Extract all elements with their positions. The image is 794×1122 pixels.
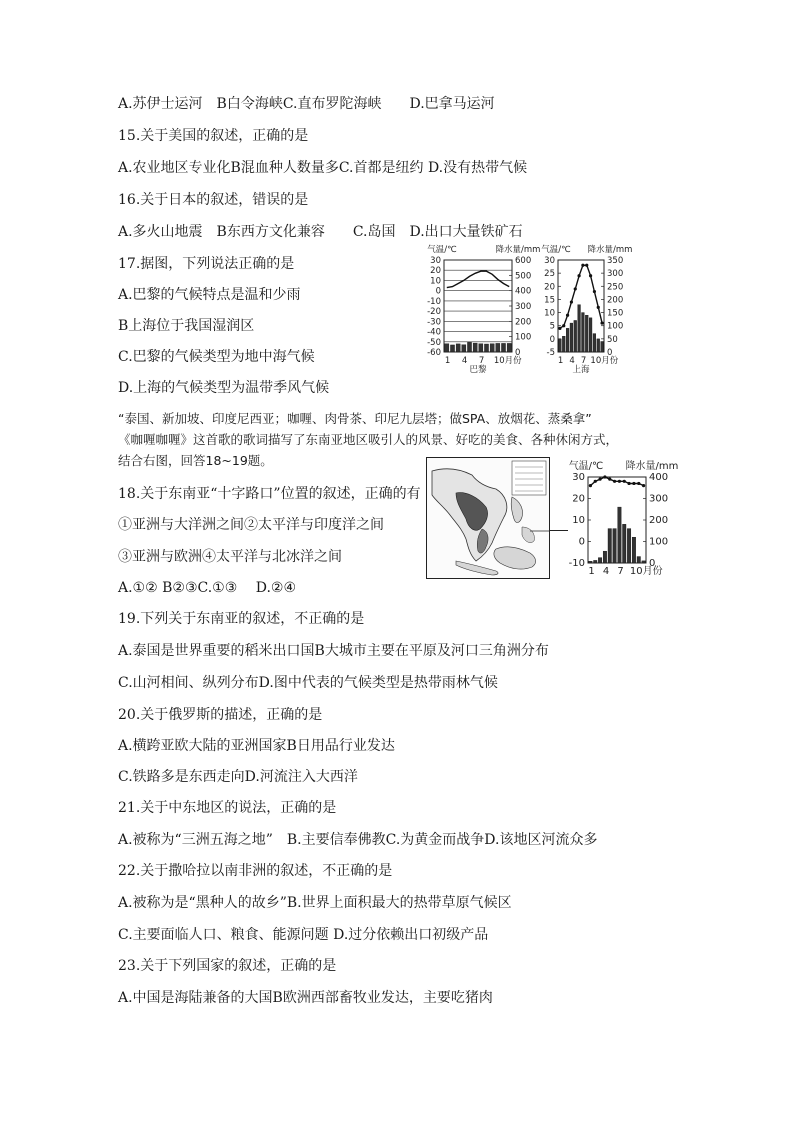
y-left-tick-label: 30 <box>572 472 585 483</box>
temperature-point <box>598 478 601 481</box>
y-right-axis-label: 降水量/mm <box>587 245 633 255</box>
y-left-tick-label: 0 <box>578 536 585 548</box>
y-right-tick-label: 50 <box>607 334 618 345</box>
precipitation-bar <box>570 323 573 352</box>
map-legend-box <box>512 461 546 495</box>
y-left-tick-label: -50 <box>427 337 441 348</box>
temperature-point <box>597 306 600 309</box>
x-tick-label: 10月份 <box>629 566 663 577</box>
y-left-tick-label: -10 <box>568 558 585 569</box>
y-left-axis-label: 气温/℃ <box>427 245 457 255</box>
y-right-tick-label: 0 <box>649 558 656 569</box>
precipitation-bar <box>578 305 581 352</box>
y-left-tick-label: -40 <box>427 327 441 338</box>
y-left-tick-label: 0 <box>435 286 441 297</box>
precipitation-bar <box>642 561 645 563</box>
y-right-tick-label: 0 <box>607 348 613 358</box>
q19-stem: 19.下列关于东南亚的叙述，不正确的是 <box>118 611 365 627</box>
y-left-tick-label: 15 <box>544 295 555 306</box>
q18-stem: 18.关于东南亚“十字路口”位置的叙述，正确的有 <box>118 486 421 502</box>
q20-options-ab: A.横跨亚欧大陆的亚洲国家B日用品行业发达 <box>118 738 395 754</box>
precipitation-bar <box>467 342 471 352</box>
q18-choices-1: ①亚洲与大洋洲之间②太平洋与印度洋之间 <box>118 517 384 533</box>
temperature-point <box>603 475 606 478</box>
q17-option-b: B上海位于我国湿润区 <box>118 318 255 334</box>
y-right-axis-label: 降水量/mm <box>625 461 679 472</box>
precipitation-bar <box>597 339 600 352</box>
precipitation-bar <box>582 313 585 352</box>
q22-options-ab: A.被称为是“黑种人的故乡”B.世界上面积最大的热带草原气候区 <box>118 895 512 911</box>
y-left-tick-label: 5 <box>549 321 555 332</box>
precipitation-bar <box>623 524 626 563</box>
chart-title: 上海 <box>572 365 590 375</box>
precipitation-bar <box>473 343 477 352</box>
q22-stem: 22.关于撒哈拉以南非洲的叙述，不正确的是 <box>118 863 393 879</box>
y-right-tick-label: 600 <box>515 256 532 266</box>
precipitation-bar <box>507 343 511 352</box>
shanghai-climate-chart <box>540 244 640 380</box>
x-tick-label: 4 <box>569 356 575 366</box>
q17-stem: 17.据图，下列说法正确的是 <box>118 256 295 272</box>
q17-option-c: C.巴黎的气候类型为地中海气候 <box>118 349 315 365</box>
precipitation-bar <box>562 336 565 352</box>
q21-stem: 21.关于中东地区的说法，正确的是 <box>118 800 337 816</box>
plot-frame <box>588 477 646 563</box>
precipitation-bar <box>479 344 483 352</box>
y-right-tick-label: 500 <box>515 271 532 282</box>
temperature-point <box>594 480 597 483</box>
temperature-point <box>562 324 565 327</box>
paris-climate-chart <box>420 244 544 380</box>
temperature-line <box>560 265 602 328</box>
temperature-line <box>590 477 643 486</box>
q23-options-ab: A.中国是海陆兼备的大国B欧洲西部畜牧业发达，主要吃猪肉 <box>118 990 493 1006</box>
y-right-tick-label: 400 <box>515 286 532 297</box>
y-right-tick-label: 200 <box>649 515 669 526</box>
lyric-line-3: 结合右图，回答18~19题。 <box>118 453 273 468</box>
x-tick-label: 1 <box>444 356 451 366</box>
y-left-tick-label: -5 <box>546 348 555 358</box>
precipitation-bar <box>632 537 635 563</box>
y-left-axis-label: 气温/℃ <box>568 461 604 472</box>
precipitation-bar <box>445 344 449 352</box>
y-right-tick-label: 300 <box>607 269 624 280</box>
x-tick-label: 1 <box>588 566 595 577</box>
q15-stem: 15.关于美国的叙述，正确的是 <box>118 128 309 144</box>
y-right-tick-label: 300 <box>515 302 532 312</box>
y-right-tick-label: 250 <box>607 282 624 293</box>
precipitation-bar <box>566 328 569 352</box>
sea-chart-svg <box>562 463 692 585</box>
temperature-point <box>581 264 584 267</box>
temperature-point <box>589 484 592 487</box>
lyric-line-1: “泰国、新加坡、印度尼西亚；咖喱、肉骨茶、印尼九层塔；做SPA、放烟花、蒸桑拿” <box>118 411 592 426</box>
q22-options-cd: C.主要面临人口、粮食、能源问题 D.过分依赖出口初级产品 <box>118 927 489 943</box>
temperature-point <box>642 484 645 487</box>
y-left-tick-label: 10 <box>572 515 585 526</box>
y-right-tick-label: 150 <box>607 308 624 319</box>
y-right-tick-label: 200 <box>607 295 624 306</box>
q17-option-d: D.上海的气候类型为温带季风气候 <box>118 380 330 396</box>
precipitation-bar <box>608 529 611 563</box>
y-left-tick-label: 30 <box>430 256 441 266</box>
chart-title: 巴黎 <box>469 365 487 375</box>
q20-options-cd: C.铁路多是东西走向D.河流注入大西洋 <box>118 769 358 785</box>
y-left-tick-label: 30 <box>544 256 555 266</box>
q19-options-cd: C.山河相间、纵列分布D.图中代表的气候类型是热带雨林气候 <box>118 675 498 691</box>
q18-options: A.①② B②③C.①③ D.②④ <box>118 580 296 596</box>
y-right-tick-label: 100 <box>515 332 532 343</box>
temperature-point <box>623 480 626 483</box>
temperature-point <box>570 300 573 303</box>
q23-stem: 23.关于下列国家的叙述，正确的是 <box>118 958 337 974</box>
x-tick-label: 4 <box>461 356 468 366</box>
plot-frame <box>444 260 512 352</box>
temperature-point <box>558 327 561 330</box>
temperature-point <box>574 287 577 290</box>
precipitation-bar <box>484 344 488 352</box>
q18-choices-2: ③亚洲与欧洲④太平洋与北冰洋之间 <box>118 549 342 565</box>
q14-options: A.苏伊士运河 B白令海峡C.直布罗陀海峡 D.巴拿马运河 <box>118 96 495 112</box>
temperature-point <box>618 480 621 483</box>
y-left-axis-label: 气温/℃ <box>541 245 571 255</box>
y-left-tick-label: 20 <box>572 493 585 505</box>
precipitation-bar <box>559 339 562 352</box>
q20-stem: 20.关于俄罗斯的描述，正确的是 <box>118 707 323 723</box>
q15-options: A.农业地区专业化B混血种人数量多C.首都是纽约 D.没有热带气候 <box>118 160 528 176</box>
paris-chart-svg <box>420 244 544 380</box>
x-tick-label: 7 <box>478 356 485 366</box>
x-tick-label: 4 <box>602 566 610 577</box>
y-left-tick-label: 10 <box>544 308 555 319</box>
precipitation-bar <box>589 318 592 352</box>
precipitation-bar <box>574 320 577 352</box>
southeast-asia-climate-chart <box>562 463 692 585</box>
y-right-tick-label: 300 <box>649 493 669 505</box>
x-tick-label: 10月份 <box>493 356 522 366</box>
temperature-point <box>627 482 630 485</box>
precipitation-bar <box>618 507 621 563</box>
temperature-point <box>593 290 596 293</box>
precipitation-bar <box>462 345 466 352</box>
precipitation-bar <box>601 341 604 352</box>
temperature-point <box>589 274 592 277</box>
y-right-tick-label: 100 <box>607 321 624 332</box>
y-left-tick-label: 20 <box>544 282 555 293</box>
precipitation-bar <box>613 529 616 563</box>
q19-options-ab: A.泰国是世界重要的稻米出口国B大城市主要在平原及河口三角洲分布 <box>118 643 549 659</box>
temperature-point <box>632 482 635 485</box>
precipitation-bar <box>589 561 592 563</box>
y-left-tick-label: 20 <box>430 266 441 277</box>
precipitation-bar <box>585 315 588 352</box>
x-tick-label: 1 <box>557 356 564 366</box>
y-left-tick-label: -20 <box>427 307 441 318</box>
y-right-axis-label: 降水量/mm <box>495 245 541 255</box>
y-right-tick-label: 400 <box>649 472 669 483</box>
q21-options: A.被称为“三洲五海之地” B.主要信奉佛教C.为黄金而战争D.该地区河流众多 <box>118 832 598 848</box>
precipitation-bar <box>594 560 597 563</box>
x-tick-label: 7 <box>580 356 587 366</box>
y-left-tick-label: 10 <box>430 276 441 287</box>
precipitation-bar <box>627 529 630 563</box>
y-left-tick-label: -30 <box>427 317 441 328</box>
temperature-point <box>637 482 640 485</box>
y-right-tick-label: 200 <box>515 317 532 328</box>
temperature-point <box>600 321 603 324</box>
precipitation-bar <box>456 344 460 352</box>
precipitation-bar <box>501 343 505 352</box>
precipitation-bar <box>598 558 601 563</box>
precipitation-bar <box>593 334 596 352</box>
precipitation-bar <box>450 345 454 352</box>
y-left-tick-label: 25 <box>544 269 555 280</box>
southeast-asia-map <box>426 457 550 579</box>
temperature-point <box>613 480 616 483</box>
map-svg <box>426 457 550 579</box>
lyric-line-2: 《咖喱咖喱》这首歌的歌词描写了东南亚地区吸引人的风景、好吃的美食、各种休闲方式， <box>118 432 619 447</box>
precipitation-bar <box>496 343 500 352</box>
shanghai-chart-svg <box>540 244 640 380</box>
precipitation-bar <box>490 344 494 352</box>
temperature-line <box>447 271 509 287</box>
temperature-point <box>608 478 611 481</box>
precipitation-bar <box>603 551 606 563</box>
x-tick-label: 10月份 <box>590 356 619 366</box>
q17-option-a: A.巴黎的气候特点是温和少雨 <box>118 287 301 303</box>
temperature-point <box>577 274 580 277</box>
y-right-tick-label: 350 <box>607 256 624 266</box>
q16-options: A.多火山地震 B东西方文化兼容 C.岛国 D.出口大量铁矿石 <box>118 224 523 240</box>
precipitation-bar <box>637 557 640 563</box>
temperature-point <box>566 314 569 317</box>
y-left-tick-label: 0 <box>549 334 555 345</box>
q16-stem: 16.关于日本的叙述，错误的是 <box>118 192 309 208</box>
y-right-tick-label: 100 <box>649 536 669 548</box>
y-left-tick-label: -10 <box>427 296 441 307</box>
y-right-tick-label: 0 <box>515 348 521 358</box>
x-tick-label: 7 <box>617 566 624 577</box>
temperature-point <box>585 264 588 267</box>
y-left-tick-label: -60 <box>427 348 441 358</box>
